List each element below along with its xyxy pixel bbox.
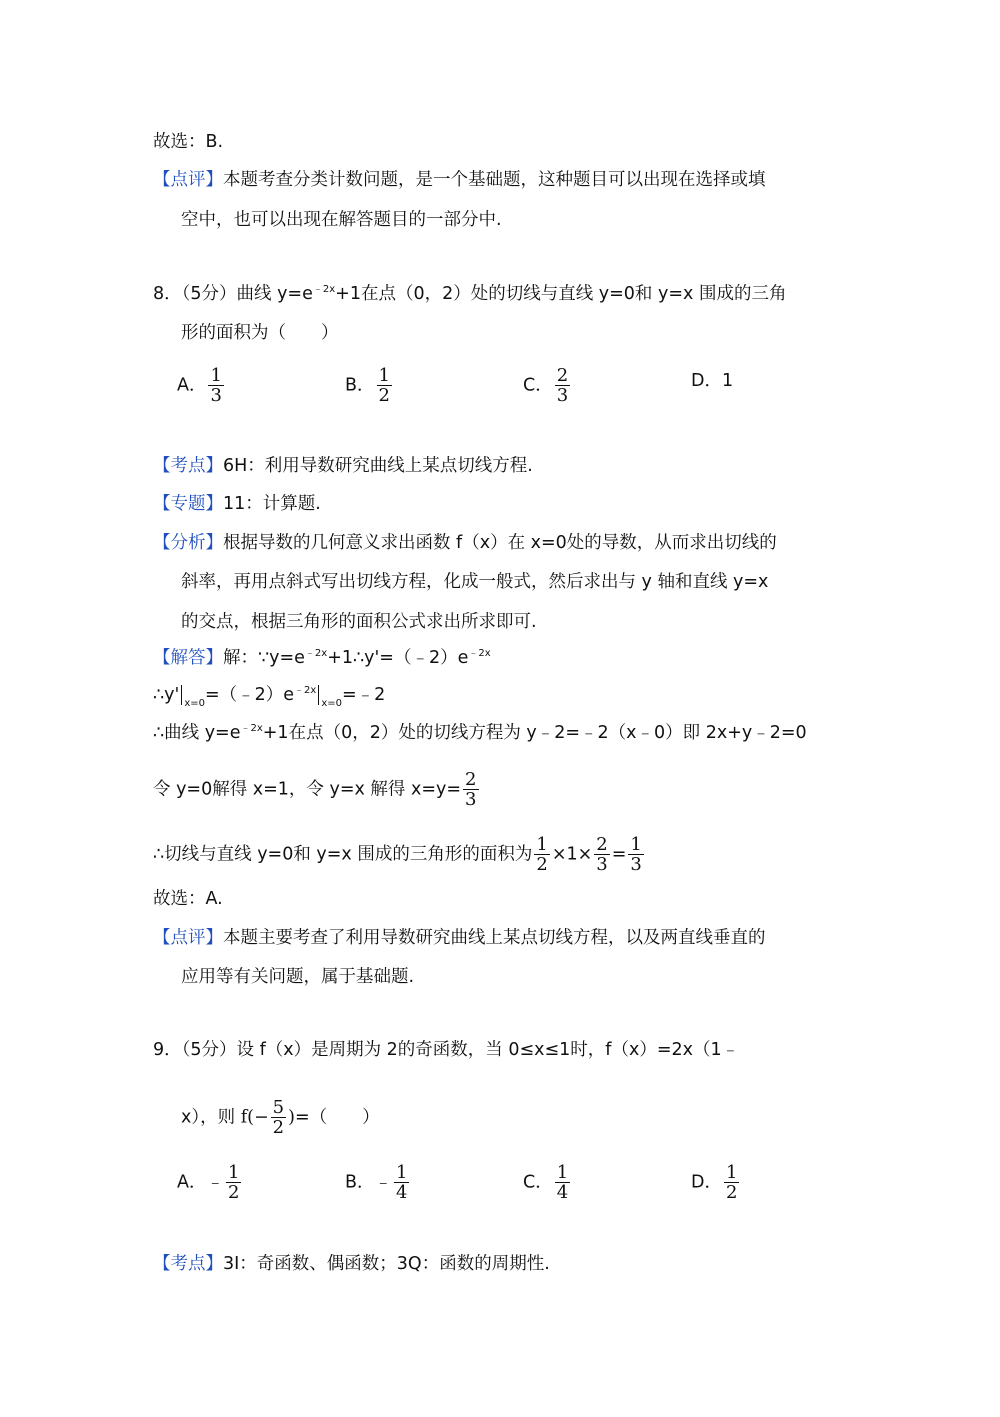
option-c[interactable] (523, 366, 572, 405)
solution-text: ∴y' (153, 685, 180, 705)
kaodian-text: 6H：利用导数研究曲线上某点切线方程. (223, 456, 533, 476)
stem-text: =（ ） (294, 1107, 380, 1128)
fraction: $\frac{1}{4}$ (556, 1162, 569, 1203)
evaluation-bar (318, 685, 319, 705)
evaluation-bar (181, 685, 182, 705)
fraction: $\frac{1}{3}$ (210, 365, 222, 406)
fraction: $\frac{1}{2}$ (378, 365, 390, 406)
fenxi-tag: 【分析】 (153, 533, 223, 553)
exponent: ﹣2x (294, 685, 317, 696)
solution-line-2 (153, 682, 385, 711)
solution-text: ×1× (551, 844, 593, 865)
fraction: $\frac{1}{4}$ (396, 1162, 408, 1203)
comment-line-8 (153, 925, 766, 951)
option-letter: C． (523, 1172, 553, 1193)
jieda-tag: 【解答】 (153, 648, 223, 668)
kaodian-text: 3I：奇函数、偶函数；3Q：函数的周期性. (223, 1254, 550, 1274)
comment-tag: 【点评】 (153, 928, 223, 948)
option-letter: A． (177, 375, 207, 396)
fraction: $\frac{1}{2}$ (227, 1162, 240, 1203)
option-d[interactable]: D．1 (691, 371, 734, 391)
jieda-line (153, 645, 491, 674)
comment-text: 本题考查分类计数问题，是一个基础题，这种题目可以出现在选择或填 (223, 170, 766, 190)
fraction: $\frac{1}{3}$ (630, 834, 642, 875)
option-a[interactable] (177, 366, 226, 405)
fenxi-line-2: 斜率，再用点斜式写出切线方程，化成一般式，然后求出与 y 轴和直线 y=x (181, 572, 769, 592)
option-letter: D． (691, 1172, 722, 1193)
question-8-stem (153, 281, 786, 310)
fraction: $\frac{2}{3}$ (596, 834, 608, 875)
fraction: $\frac{1}{2}$ (725, 1162, 738, 1203)
solution-text: +1∴y'=（﹣2）e (327, 648, 469, 668)
solution-text: 解：∵y=e (223, 648, 305, 668)
option-letter: C． (523, 375, 553, 396)
solution-line-4 (153, 770, 481, 809)
stem-text: +1在点（0，2）处的切线与直线 y=0和 y=x 围成的三角 (335, 284, 787, 304)
function-expr: f(− (240, 1107, 269, 1128)
fenxi-text: 根据导数的几何意义求出函数 f（x）在 x=0处的导数，从而求出切线的 (223, 533, 777, 553)
kaodian-tag: 【考点】 (153, 456, 223, 476)
stem-text: 8．（5分）曲线 y=e (153, 284, 313, 304)
subscript: x=0 (321, 698, 343, 709)
function-expr: ) (288, 1107, 295, 1128)
option-a[interactable] (177, 1163, 243, 1202)
answer-line-7: 故选：B. (153, 132, 224, 152)
comment-line-8-cont: 应用等有关问题，属于基础题. (181, 967, 415, 987)
solution-text: +1在点（0，2）处的切线方程为 y﹣2=﹣2（x﹣0）即 2x+y﹣2=0 (262, 723, 807, 743)
subscript: x=0 (184, 698, 205, 709)
exponent: ﹣2x (468, 648, 491, 659)
option-letter: B． (345, 375, 375, 396)
solution-text: =﹣2 (342, 685, 386, 705)
fraction: $\frac{5}{2}$ (272, 1097, 285, 1138)
option-letter: A． (177, 1172, 207, 1193)
zhuanti-line (153, 491, 321, 517)
stem-text: x），则 (181, 1107, 236, 1128)
fenxi-line (153, 530, 777, 556)
solution-text: 令 y=0解得 x=1，令 y=x 解得 x=y= (153, 779, 462, 800)
fenxi-line-3: 的交点，根据三角形的面积公式求出所求即可. (181, 612, 537, 632)
option-b[interactable] (345, 366, 394, 405)
comment-tag: 【点评】 (153, 170, 223, 190)
option-d[interactable] (691, 1163, 741, 1202)
exponent: ﹣2x (304, 648, 328, 659)
solution-text: ∴切线与直线 y=0和 y=x 围成的三角形的面积为 (153, 844, 533, 865)
fraction: $\frac{1}{2}$ (536, 834, 548, 875)
fraction: $\frac{2}{3}$ (465, 769, 477, 810)
question-9-stem-cont (181, 1098, 380, 1137)
answer-line-8: 故选：A. (153, 889, 223, 909)
comment-line-7 (153, 167, 766, 193)
solution-text: ∴曲线 y=e (153, 723, 241, 743)
solution-text: =（﹣2）e (204, 685, 295, 705)
option-sign: ﹣ (374, 1172, 393, 1193)
kaodian-line (153, 453, 533, 479)
fraction: $\frac{2}{3}$ (556, 365, 569, 406)
exponent: ﹣2x (312, 284, 336, 295)
option-b[interactable] (345, 1163, 411, 1202)
question-9-stem: 9．（5分）设 f（x）是周期为 2的奇函数，当 0≤x≤1时，f（x）=2x（1﹣ (153, 1040, 740, 1060)
kaodian-tag: 【考点】 (153, 1254, 223, 1274)
solution-line-5 (153, 835, 646, 874)
solution-text: = (611, 844, 627, 865)
zhuanti-text: 11：计算题. (223, 494, 321, 514)
zhuanti-tag: 【专题】 (153, 494, 223, 514)
comment-text: 本题主要考查了利用导数研究曲线上某点切线方程，以及两直线垂直的 (223, 928, 766, 948)
exponent: ﹣2x (240, 723, 263, 734)
kaodian-line-9 (153, 1251, 550, 1277)
comment-line-7-cont: 空中，也可以出现在解答题目的一部分中. (181, 210, 502, 230)
solution-line-3 (153, 720, 807, 749)
option-letter: B． (345, 1172, 375, 1193)
question-8-stem-cont: 形的面积为（ ） (181, 323, 339, 343)
option-c[interactable] (523, 1163, 572, 1202)
option-sign: ﹣ (206, 1172, 224, 1193)
